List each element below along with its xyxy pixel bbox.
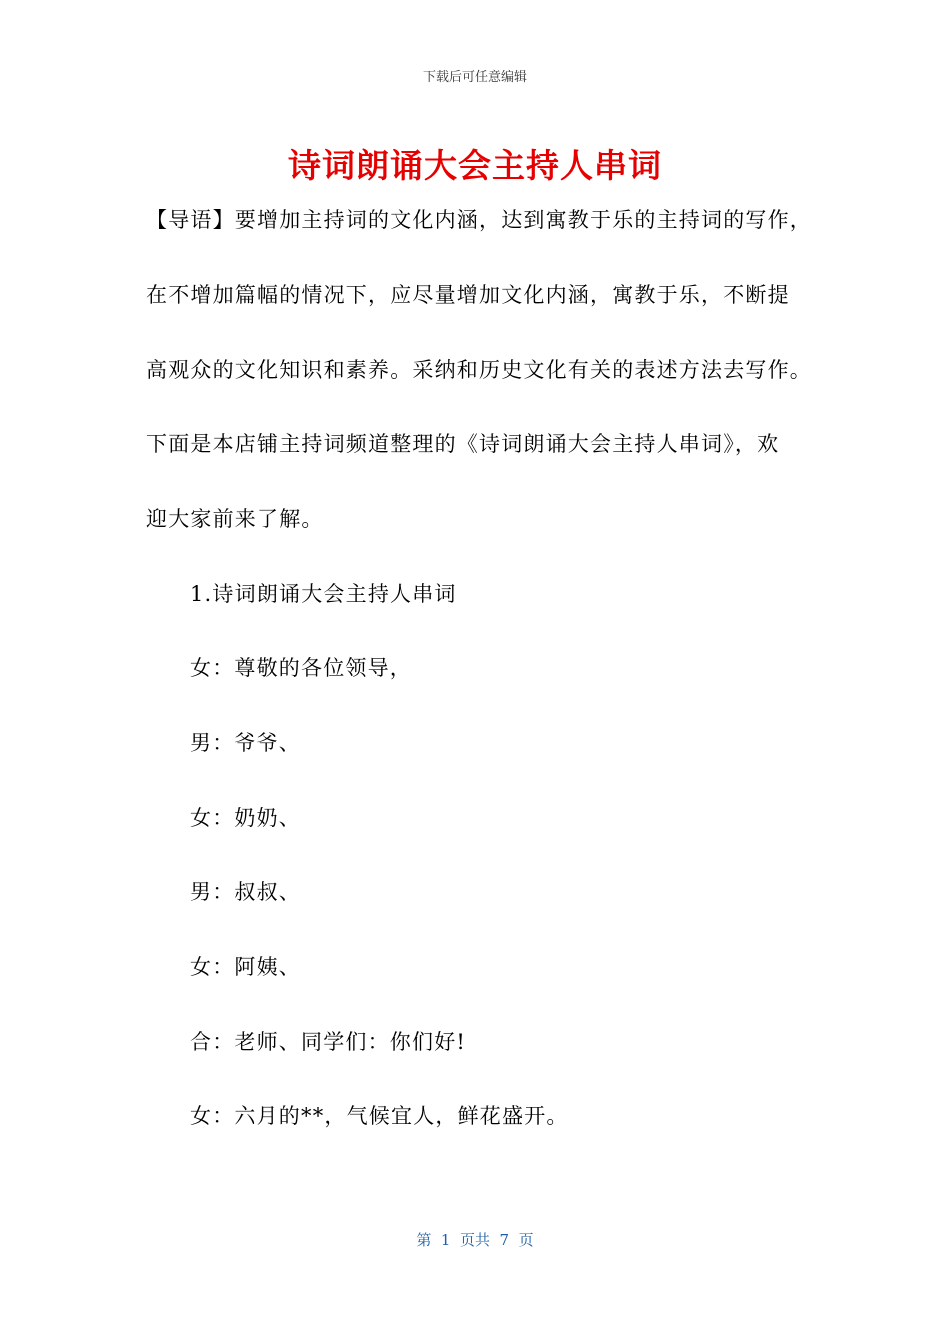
intro-line: 在不增加篇幅的情况下，应尽量增加文化内涵，寓教于乐，不断提 [146, 283, 790, 307]
script-line: 男：爷爷、 [190, 731, 301, 755]
document-title: 诗词朗诵大会主持人串词 [288, 146, 662, 185]
script-line: 女：六月的**，气候宜人，鲜花盛开。 [190, 1104, 569, 1128]
script-line: 女：阿姨、 [190, 955, 301, 979]
script-line: 男：叔叔、 [190, 880, 301, 904]
header-note: 下载后可任意编辑 [422, 70, 527, 85]
intro-line: 迎大家前来了解。 [146, 507, 324, 531]
intro-line: 【导语】要增加主持词的文化内涵，达到寓教于乐的主持词的写作， [146, 208, 812, 232]
section-heading: 1.诗词朗诵大会主持人串词 [190, 582, 457, 606]
intro-line: 下面是本店铺主持词频道整理的《诗词朗诵大会主持人串词》，欢 [146, 432, 780, 456]
script-line: 女：尊敬的各位领导， [190, 656, 412, 680]
script-line: 女：奶奶、 [190, 806, 301, 830]
intro-line: 高观众的文化知识和素养。采纳和历史文化有关的表述方法去写作。 [146, 358, 812, 382]
page-number-text: 第 1 页共 7 页 [416, 1231, 534, 1249]
script-line: 合：老师、同学们：你们好! [190, 1030, 467, 1054]
page-footer [0, 1229, 950, 1250]
